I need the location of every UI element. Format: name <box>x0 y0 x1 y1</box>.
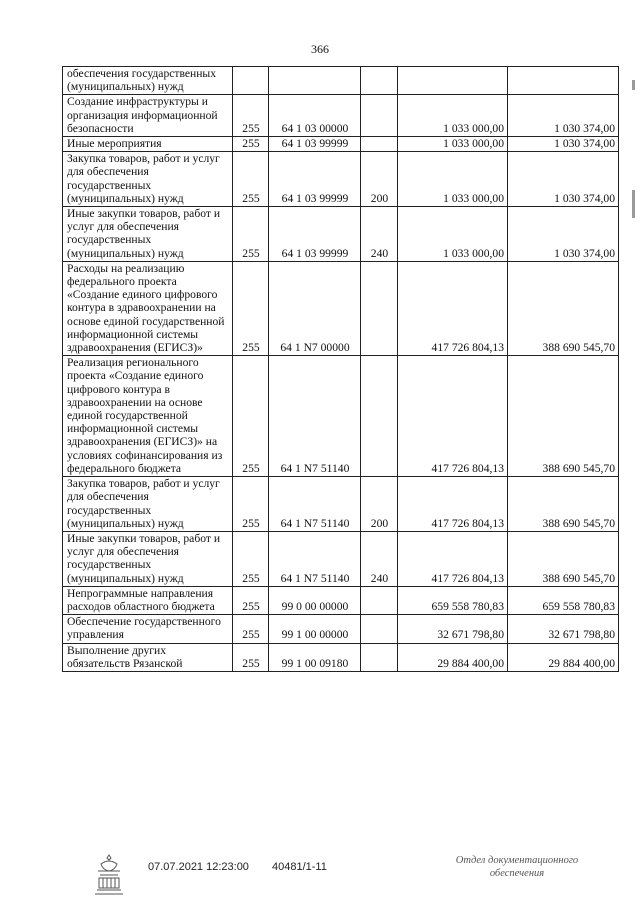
cell-target-article: 99 1 00 00000 <box>269 615 361 643</box>
cell-name: Реализация регионального проекта «Создание единого цифрового контура в здравоохранении на основе единой государственной информационной системы здравоохранения (ЕГИСЗ)» на условиях софинансирования из федерального бюджета <box>63 356 233 477</box>
cell-name: Иные закупки товаров, работ и услуг для обеспечения государственных (муниципальных) нужд <box>63 207 233 262</box>
table-row <box>63 95 619 137</box>
cell-admin-code: 255 <box>233 207 269 262</box>
cell-amount-executed <box>508 67 619 95</box>
cell-amount-executed: 388 690 545,70 <box>508 477 619 532</box>
cell-name: Закупка товаров, работ и услуг для обеспечения государственных (муниципальных) нужд <box>63 152 233 207</box>
cell-expense-type <box>361 586 398 614</box>
cell-target-article: 99 1 00 09180 <box>269 643 361 671</box>
cell-admin-code: 255 <box>233 95 269 137</box>
cell-expense-type: 200 <box>361 152 398 207</box>
cell-admin-code: 255 <box>233 531 269 586</box>
cell-amount-planned: 1 033 000,00 <box>398 152 508 207</box>
cell-amount-executed: 32 671 798,80 <box>508 615 619 643</box>
cell-amount-planned: 32 671 798,80 <box>398 615 508 643</box>
cell-target-article <box>269 67 361 95</box>
cell-name: Выполнение других обязательств Рязанской <box>63 643 233 671</box>
cell-amount-planned <box>398 67 508 95</box>
cell-amount-planned: 1 033 000,00 <box>398 95 508 137</box>
table-row <box>63 477 619 532</box>
cell-name: Иные закупки товаров, работ и услуг для обеспечения государственных (муниципальных) нужд <box>63 531 233 586</box>
table-row <box>63 586 619 614</box>
cell-amount-planned: 659 558 780,83 <box>398 586 508 614</box>
cell-amount-executed: 1 030 374,00 <box>508 137 619 152</box>
cell-amount-executed: 388 690 545,70 <box>508 531 619 586</box>
cell-amount-executed: 659 558 780,83 <box>508 586 619 614</box>
cell-admin-code <box>233 67 269 95</box>
registration-date: 07.07.2021 12:23:00 <box>148 861 249 873</box>
document-number: 40481/1-11 <box>272 861 327 873</box>
cell-name: Обеспечение государственного управления <box>63 615 233 643</box>
cell-name: Создание инфраструктуры и организация информационной безопасности <box>63 95 233 137</box>
cell-target-article: 99 0 00 00000 <box>269 586 361 614</box>
cell-admin-code: 255 <box>233 152 269 207</box>
scan-edge-mark <box>632 80 635 90</box>
cell-amount-executed: 388 690 545,70 <box>508 261 619 355</box>
cell-target-article: 64 1 N7 51140 <box>269 531 361 586</box>
cell-expense-type <box>361 643 398 671</box>
cell-admin-code: 255 <box>233 615 269 643</box>
cell-target-article: 64 1 03 00000 <box>269 95 361 137</box>
table-row <box>63 207 619 262</box>
cell-admin-code: 255 <box>233 586 269 614</box>
table-row <box>63 531 619 586</box>
cell-target-article: 64 1 03 99999 <box>269 137 361 152</box>
cell-amount-executed: 388 690 545,70 <box>508 356 619 477</box>
cell-target-article: 64 1 N7 51140 <box>269 477 361 532</box>
table-row <box>63 643 619 671</box>
cell-expense-type: 200 <box>361 477 398 532</box>
cell-expense-type: 240 <box>361 207 398 262</box>
cell-target-article: 64 1 03 99999 <box>269 152 361 207</box>
scan-edge-mark <box>632 190 635 218</box>
cell-admin-code: 255 <box>233 261 269 355</box>
cell-admin-code: 255 <box>233 137 269 152</box>
cell-amount-planned: 417 726 804,13 <box>398 477 508 532</box>
cell-expense-type: 240 <box>361 531 398 586</box>
page-number: 366 <box>311 42 329 56</box>
table-row <box>63 67 619 95</box>
cell-admin-code: 255 <box>233 356 269 477</box>
cell-amount-planned: 417 726 804,13 <box>398 531 508 586</box>
coat-of-arms-icon <box>92 852 126 903</box>
budget-table-body <box>63 67 619 672</box>
cell-expense-type <box>361 615 398 643</box>
document-footer <box>0 852 640 905</box>
cell-expense-type <box>361 67 398 95</box>
cell-amount-executed: 1 030 374,00 <box>508 207 619 262</box>
cell-target-article: 64 1 N7 51140 <box>269 356 361 477</box>
cell-amount-executed: 1 030 374,00 <box>508 152 619 207</box>
cell-target-article: 64 1 03 99999 <box>269 207 361 262</box>
cell-amount-planned: 29 884 400,00 <box>398 643 508 671</box>
table-row <box>63 615 619 643</box>
cell-amount-planned: 1 033 000,00 <box>398 207 508 262</box>
table-row <box>63 261 619 355</box>
cell-admin-code: 255 <box>233 477 269 532</box>
cell-name: обеспечения государственных (муниципальных) нужд <box>63 67 233 95</box>
cell-amount-planned: 417 726 804,13 <box>398 356 508 477</box>
cell-expense-type <box>361 261 398 355</box>
table-row <box>63 356 619 477</box>
cell-amount-planned: 1 033 000,00 <box>398 137 508 152</box>
budget-table <box>62 66 619 672</box>
department-stamp: Отдел документационного обеспечения <box>455 855 579 879</box>
cell-target-article: 64 1 N7 00000 <box>269 261 361 355</box>
cell-amount-executed: 29 884 400,00 <box>508 643 619 671</box>
cell-amount-planned: 417 726 804,13 <box>398 261 508 355</box>
cell-expense-type <box>361 137 398 152</box>
cell-expense-type <box>361 95 398 137</box>
table-row <box>63 137 619 152</box>
cell-expense-type <box>361 356 398 477</box>
cell-name: Закупка товаров, работ и услуг для обеспечения государственных (муниципальных) нужд <box>63 477 233 532</box>
table-row <box>63 152 619 207</box>
cell-admin-code: 255 <box>233 643 269 671</box>
cell-name: Иные мероприятия <box>63 137 233 152</box>
cell-amount-executed: 1 030 374,00 <box>508 95 619 137</box>
cell-name: Непрограммные направления расходов областного бюджета <box>63 586 233 614</box>
cell-name: Расходы на реализацию федерального проекта «Создание единого цифрового контура в здравоохранении на основе единой государственной информационной системы здравоохранения (ЕГИСЗ)» <box>63 261 233 355</box>
